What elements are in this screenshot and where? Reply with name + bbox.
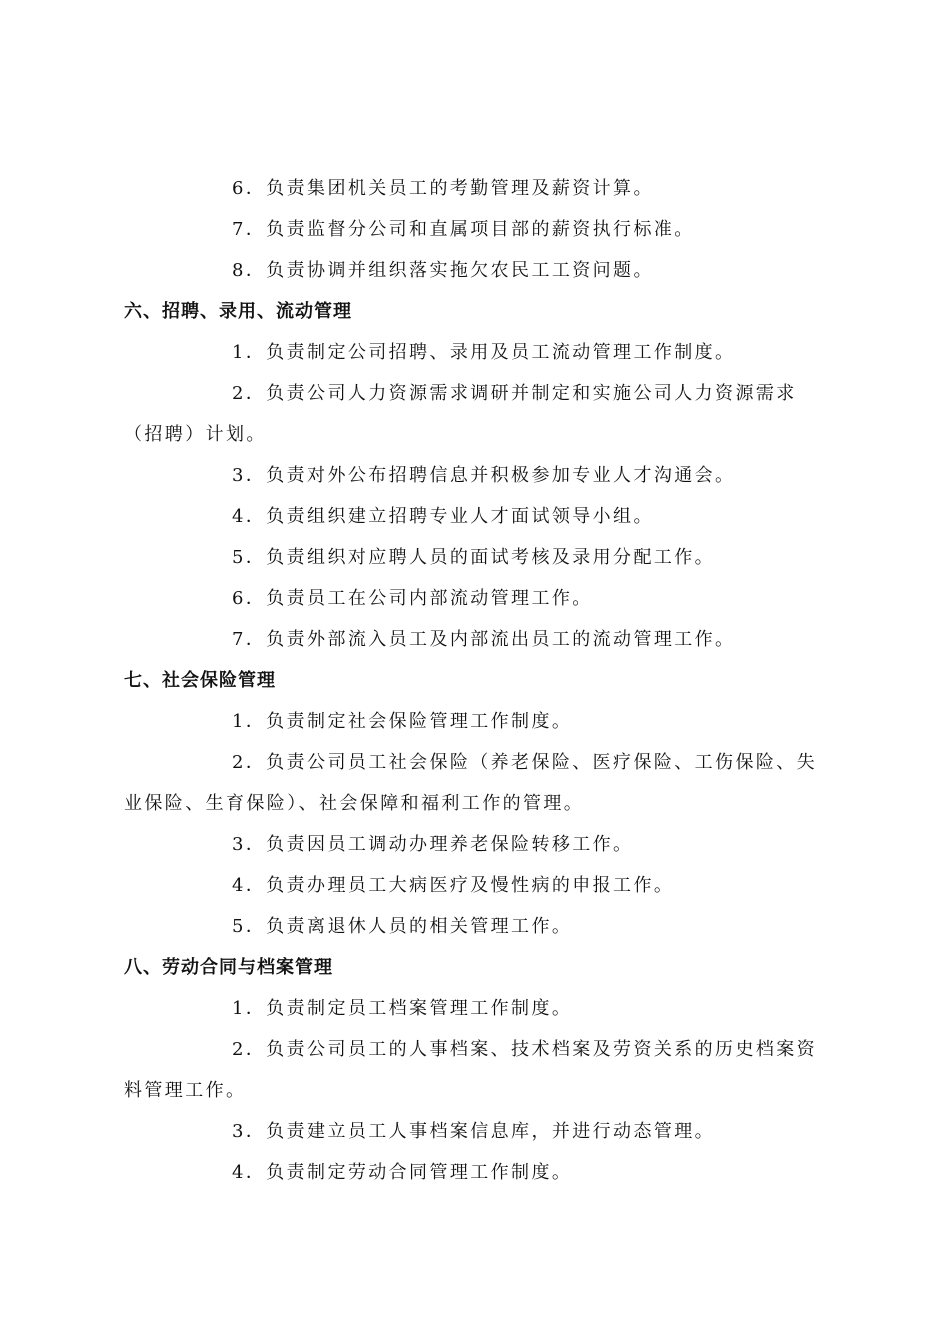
section-heading: 六、招聘、录用、流动管理 xyxy=(124,301,352,322)
section-heading: 八、劳动合同与档案管理 xyxy=(124,957,333,978)
list-item: 1．负责制定社会保险管理工作制度。 xyxy=(232,711,573,732)
list-item: 3．负责对外公布招聘信息并积极参加专业人才沟通会。 xyxy=(232,465,736,486)
list-item: 2．负责公司员工的人事档案、技术档案及劳资关系的历史档案资料管理工作。 xyxy=(124,1039,818,1101)
section-heading: 七、社会保险管理 xyxy=(124,670,276,691)
list-item: 3．负责因员工调动办理养老保险转移工作。 xyxy=(232,834,634,855)
list-item: 4．负责制定劳动合同管理工作制度。 xyxy=(232,1162,573,1183)
list-item: 2．负责公司员工社会保险（养老保险、医疗保险、工伤保险、失业保险、生育保险）、社会保障和福利工作的管理。 xyxy=(124,752,818,814)
list-item: 7．负责外部流入员工及内部流出员工的流动管理工作。 xyxy=(232,629,736,650)
list-item: 1．负责制定员工档案管理工作制度。 xyxy=(232,998,573,1019)
document-body xyxy=(124,168,826,1193)
list-item: 5．负责离退休人员的相关管理工作。 xyxy=(232,916,573,937)
list-item: 5．负责组织对应聘人员的面试考核及录用分配工作。 xyxy=(232,547,716,568)
list-item: 7．负责监督分公司和直属项目部的薪资执行标准。 xyxy=(232,219,695,240)
list-item: 6．负责员工在公司内部流动管理工作。 xyxy=(232,588,593,609)
list-item: 4．负责组织建立招聘专业人才面试领导小组。 xyxy=(232,506,654,527)
list-item: 2．负责公司人力资源需求调研并制定和实施公司人力资源需求（招聘）计划。 xyxy=(124,383,797,445)
list-item: 8．负责协调并组织落实拖欠农民工工资问题。 xyxy=(232,260,654,281)
list-item: 3．负责建立员工人事档案信息库，并进行动态管理。 xyxy=(232,1121,716,1142)
list-item: 1．负责制定公司招聘、录用及员工流动管理工作制度。 xyxy=(232,342,736,363)
list-item: 4．负责办理员工大病医疗及慢性病的申报工作。 xyxy=(232,875,675,896)
list-item: 6．负责集团机关员工的考勤管理及薪资计算。 xyxy=(232,178,654,199)
